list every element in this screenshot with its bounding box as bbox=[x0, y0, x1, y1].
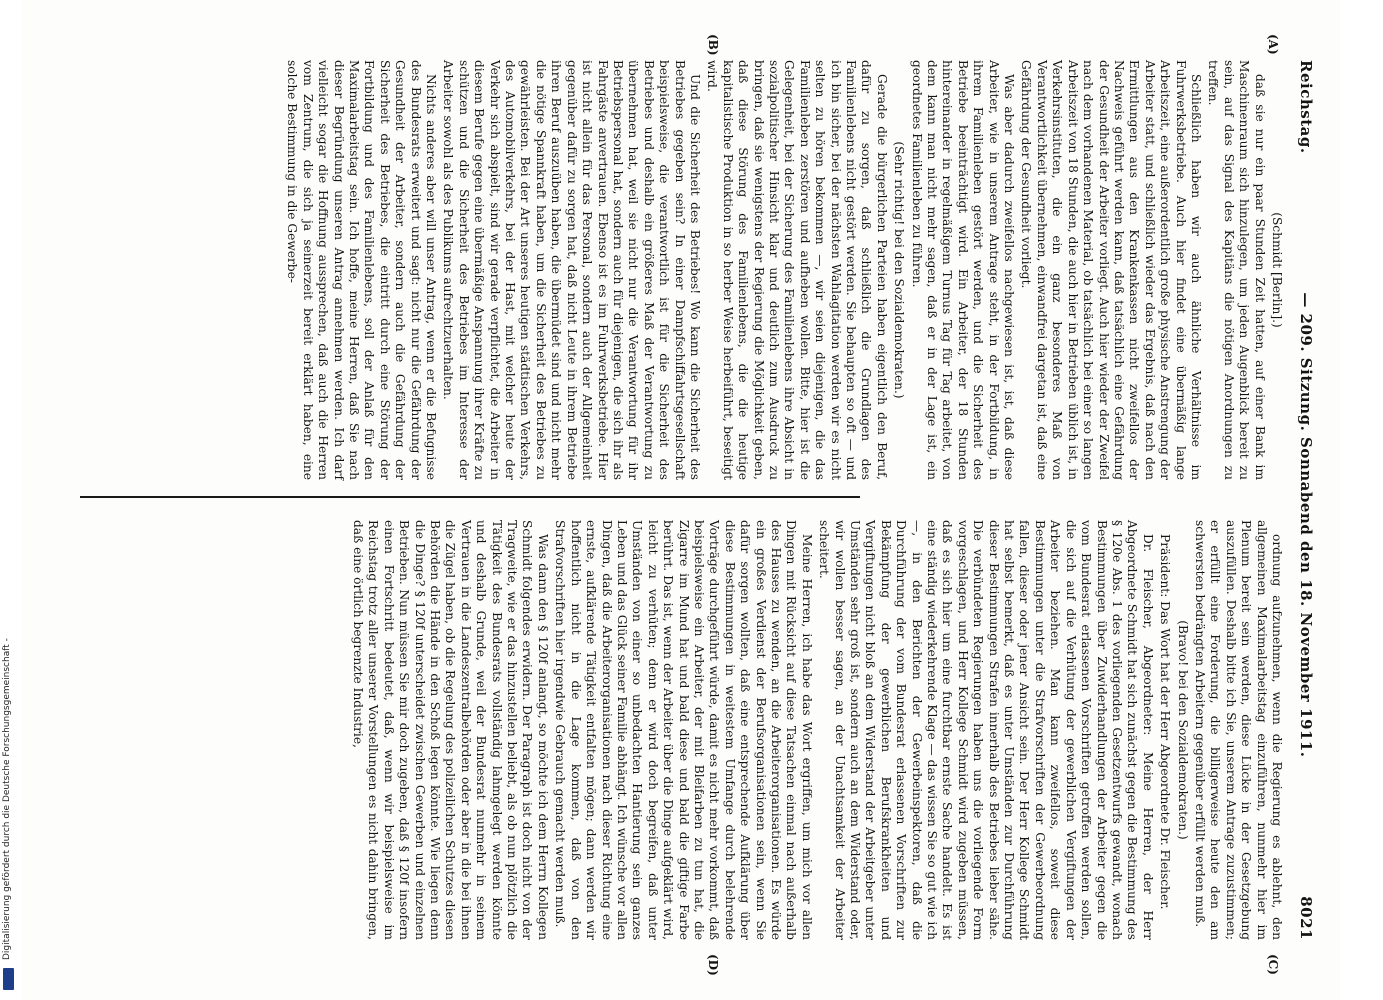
digitization-credit: Digitalisierung gefördert durch die Deutsche Forschungsgemeinschaft - bbox=[2, 638, 12, 960]
paragraph: Schließlich haben wir auch ähnliche Verhältnisse im Fuhrwerksbetriebe. Auch hier findet eine übermäßig lange Arbeitszeit, eine außerordentlich große physische Anstrengung der Arbeiter statt, und schließlich wieder das Ergebnis, daß nach den Ermittlungen aus den Krankenkassen nicht zweifellos der Nachweis geführt werden kann, daß tatsächlich eine Gefährdung der Gesundheit der Arbeiter vorliegt. Auch hier wieder der Zweifel nach dem vorhandenen Material, ob tatsächlich bei einer so langen Arbeitszeit von 18 Stunden, die auch hier in Betrieben üblich ist, in Verkehrsinstituten, die ein ganz besonderes Maß von Verantwortlichkeit übernehmen, einwandfrei dargetan ist, daß eine Gefährdung der Gesundheit vorliegt. bbox=[1019, 60, 1203, 480]
margin-marker-a: (A) bbox=[1266, 34, 1280, 55]
paragraph: ordnung aufzunehmen, wenn die Regierung es ablehnt, den allgemeinen Maximalarbeitstag einzuführen, nunmehr hier im Plenum bereit sein werden, diese Lücke in der Gesetzgebung auszufüllen. Deshalb bitte ich Sie, unserem Antrage zuzustimmen; er erfüllt eine Forderung, die billigerweise heute den am schwersten bedrängten Arbeitern gegenüber erfüllt werden muß. bbox=[1192, 520, 1284, 940]
paragraph: Nichts anderes aber will unser Antrag, wenn er die Befugnisse des Bundesrats erweitert und sagt: nicht nur die Gefährdung der Gesundheit der Arbeiter, sondern auch die Gefährdung der Sicherheit des Betriebes, die eintritt durch eine Störung der Fortbildung und des Familienlebens, soll der Anlaß für den Maximalarbeitstag sein. Ich hoffe, meine Herren, daß Sie nach dieser Begründung unseren Antrag annehmen werden. Ich darf vielleicht sogar die Hoffnung aussprechen, daß auch die Herren vom Zentrum, die sich ja seinerzeit bereit erklärt haben, eine solche Bestimmung in die Gewerbe- bbox=[285, 60, 439, 480]
header-left: Reichstag. bbox=[1297, 60, 1315, 154]
margin-marker-d: (D) bbox=[706, 954, 720, 976]
column-divider bbox=[80, 496, 860, 498]
header-title: — 209. Sitzung. Sonnabend den 18. November 1911. bbox=[1297, 292, 1315, 758]
paragraph: (Sehr richtig! bei den Sozialdemokraten.) bbox=[892, 141, 907, 399]
dfg-logo bbox=[3, 968, 14, 990]
left-column bbox=[282, 60, 1284, 480]
paragraph: Was aber dadurch zweifellos nachgewiesen ist, ist, daß diese Arbeiter, wie in unserem Antrage steht, in der Fortbildung, in ihrem Familienleben gestört werden, und die Sicherheit des Betriebe beeinträchtigt wird. Ein Arbeiter, der 18 Stunden hintereinander in regelmäßigem Turnus Tag für Tag arbeitet, von dem kann man nicht mehr sagen, daß er in der Lage ist, ein geordnetes Familienleben zu führen. bbox=[909, 60, 1017, 480]
margin-marker-b: (B) bbox=[706, 34, 720, 56]
paragraph: Gerade die bürgerlichen Parteien haben eigentlich den Beruf, dafür zu sorgen, daß schließlich die Grundlagen des Familienlebens nicht gestört werden. Sie behaupten so oft — und ich bin sicher, bei der nächsten Wahlagitation werden wir es nicht selten zu hören bekommen —, wir seien diejenigen, die das Familienleben zerstören und aufheben wollen. Bitte, hier ist die Gelegenheit, bei der Sicherung des Familienlebens ihre Absicht in sozialpolitischer Hinsicht klar und deutlich zum Ausdruck zu bringen, daß sie wenigstens der Regierung die Möglichkeit geben, daß diese Störung des Familienlebens, die die heutige kapitalistische Produktion in so herber Weise herbeiführt, beseitigt wird. bbox=[705, 60, 889, 480]
page-number: 8021 bbox=[1297, 896, 1315, 940]
paragraph: Dr. Fleischer, Abgeordneter: Meine Herren, der Herr Abgeordnete Schmidt hat sich zunächst gegen die Bestimmung des § 120e Abs. 1 des vorliegenden Gesetzentwurfs gewandt, wonach Bestimmungen über Zuwiderhandlungen der Arbeiter gegen die vom Bundesrat erlassenen Vorschriften getroffen werden sollen, die sich auf die Verhütung der gewerblichen Vergiftungen der Arbeiter beziehen. Man kann zweifellos, soweit diese Bestimmungen unter die Strafvorschriften der Gewerbeordnung fallen, dieser oder jener Ansicht sein. Der Herr Kollege Schmidt hat selbst bemerkt, daß es unter Umständen zur Durchführung dieser Bestimmungen Strafen innerhalb des Betriebes lieber sähe. Die verbündeten Regierungen haben uns die vorliegende Form vorgeschlagen, und Herr Kollege Schmidt wird zugeben müssen, daß es sich hier um eine furchtbar ernste Sache handelt. Es ist eine ständig wiederkehrende Klage — das wissen Sie so gut wie ich —, in den Berichten der Gewerbeinspektoren, daß die Durchführung der vom Bundesrat erlassenen Vorschriften zur Bekämpfung der gewerblichen Berufskrankheiten und Vergiftungen nicht bloß an dem Widerstand der Arbeitgeber unter Umständen sehr groß ist, sondern auch an dem Widerstand oder, wir wollen besser sagen, an der Unachtsamkeit der Arbeiter scheitert. bbox=[817, 520, 1155, 940]
document-page bbox=[22, 0, 1340, 1000]
paragraph: (Schmidt [Berlin].) bbox=[1270, 212, 1284, 328]
paragraph: Präsident: Das Wort hat der Herr Abgeordnete Dr. Fleischer. bbox=[1158, 534, 1173, 910]
right-column bbox=[348, 520, 1284, 940]
paragraph: Und die Sicherheit des Betriebes! Wo kann die Sicherheit des Betriebes gegeben sein? In einer Dampfschiffahrtsgesellschaft beispielsweise, die verantwortlich ist für die Sicherheit des Betriebes und deshalb ein größeres Maß der Verantwortung zu übernehmen hat, weil sie nicht nur die Verantwortung für ihr Betriebspersonal hat, sondern auch für diejenigen, die sich ihr als Fahrgäste anvertrauen. Ebenso ist es im Fuhrwerksbetriebe. Hier ist nicht allein für das Personal, sondern auch der Allgemeinheit gegenüber dafür zu sorgen hat, daß nicht Leute in ihrem Betriebe ihren Beruf auszuüben haben, die übermüdet sind und nicht mehr die nötige Spannkraft haben, um die Sicherheit des Betriebes zu gewährleisten. Bei der Art unseres heutigen städtischen Verkehrs, des Automobilverkehrs, bei der Hast, mit welcher heute der Verkehr sich abspielt, sind wir gerade verpflichtet, die Arbeiter in diesem Berufe gegen eine übermäßige Anspannung ihrer Kräfte zu schützen und die Sicherheit des Betriebes im Interesse der Arbeiter sowohl als des Publikums aufrechtzuerhalten. bbox=[441, 60, 702, 480]
margin-marker-c: (C) bbox=[1266, 954, 1280, 975]
page-header bbox=[1292, 60, 1320, 940]
paragraph: Was dann den § 120f anlangt, so möchte ich dem Herrn Kollegen Schmidt folgendes erwidern. Der Paragraph ist doch nicht von der Tragweite, wie er das hinzustellen beliebt, als ob nun plötzlich die Tätigkeit des Bundesrats vollständig lahmgelegt werden könnte und deshalb Grunde, weil der Bundesrat nunmehr in seinem Vertrauen in die Landeszentralbehörden oder aber in die bei ihnen die Zügel haben, ob die Regelung des polizeilichen Schutzes diesen Behörden die Hände in den Schoß legen könnte. Wie liegen denn die Dinge? § 120f unterscheidet zwischen Gewerben und einzelnen Betrieben. Nun müssen Sie mir doch zugeben, daß § 120f insofern einen Fortschritt bedeutet, daß, wenn wir beispielsweise im Reichstag trotz aller unserer Vorstellungen es nicht dahin bringen, daß eine örtlich begrenzte Industrie, bbox=[351, 520, 550, 940]
paragraph: Meine Herren, ich habe das Wort ergriffen, um mich vor allen Dingen mit Rücksicht auf diese Tatsachen einmal nach außerhalb des Hauses zu wenden, an die Arbeiterorganisationen. Es würde ein großes Verdienst der Berufsorganisationen sein, wenn Sie dafür sorgen wollten, daß eine entsprechende Aufklärung über diese Bestimmungen in weitestem Umfange durch belehrende Vorträge durchgeführt würde, damit es nicht mehr vorkommt, daß beispielsweise ein Arbeiter, der mit Bleifarben zu tun hat, die Zigarre im Mund hat und bald diese und bald die giftige Farbe berührt. Das ist, wenn der Arbeiter über die Dinge aufgeklärt wird, leicht zu verhüten; denn er wird doch begreifen, daß unter Umständen von einer so unbedachten Hantierung sein ganzes Leben und das Glück seiner Familie abhängt. Ich wünsche vor allen Dingen, daß die Arbeiterorganisationen nach dieser Richtung eine ernste, aufklärende Tätigkeit entfalten mögen; dann werden wir hoffentlich nicht in die Lage kommen, daß von den Strafvorschriften hier irgendwie Gebrauch gemacht werden muß. bbox=[553, 520, 814, 940]
paragraph: daß sie nur ein paar Stunden Zeit hatten, auf einer Bank im Maschinenraum sich hinzulegen, um jeden Augenblick bereit zu sein, auf das Signal des Kapitäns die nötigen Anordnungen zu treffen. bbox=[1206, 60, 1267, 480]
paragraph: (Bravo! bei den Sozialdemokraten.) bbox=[1175, 620, 1190, 840]
